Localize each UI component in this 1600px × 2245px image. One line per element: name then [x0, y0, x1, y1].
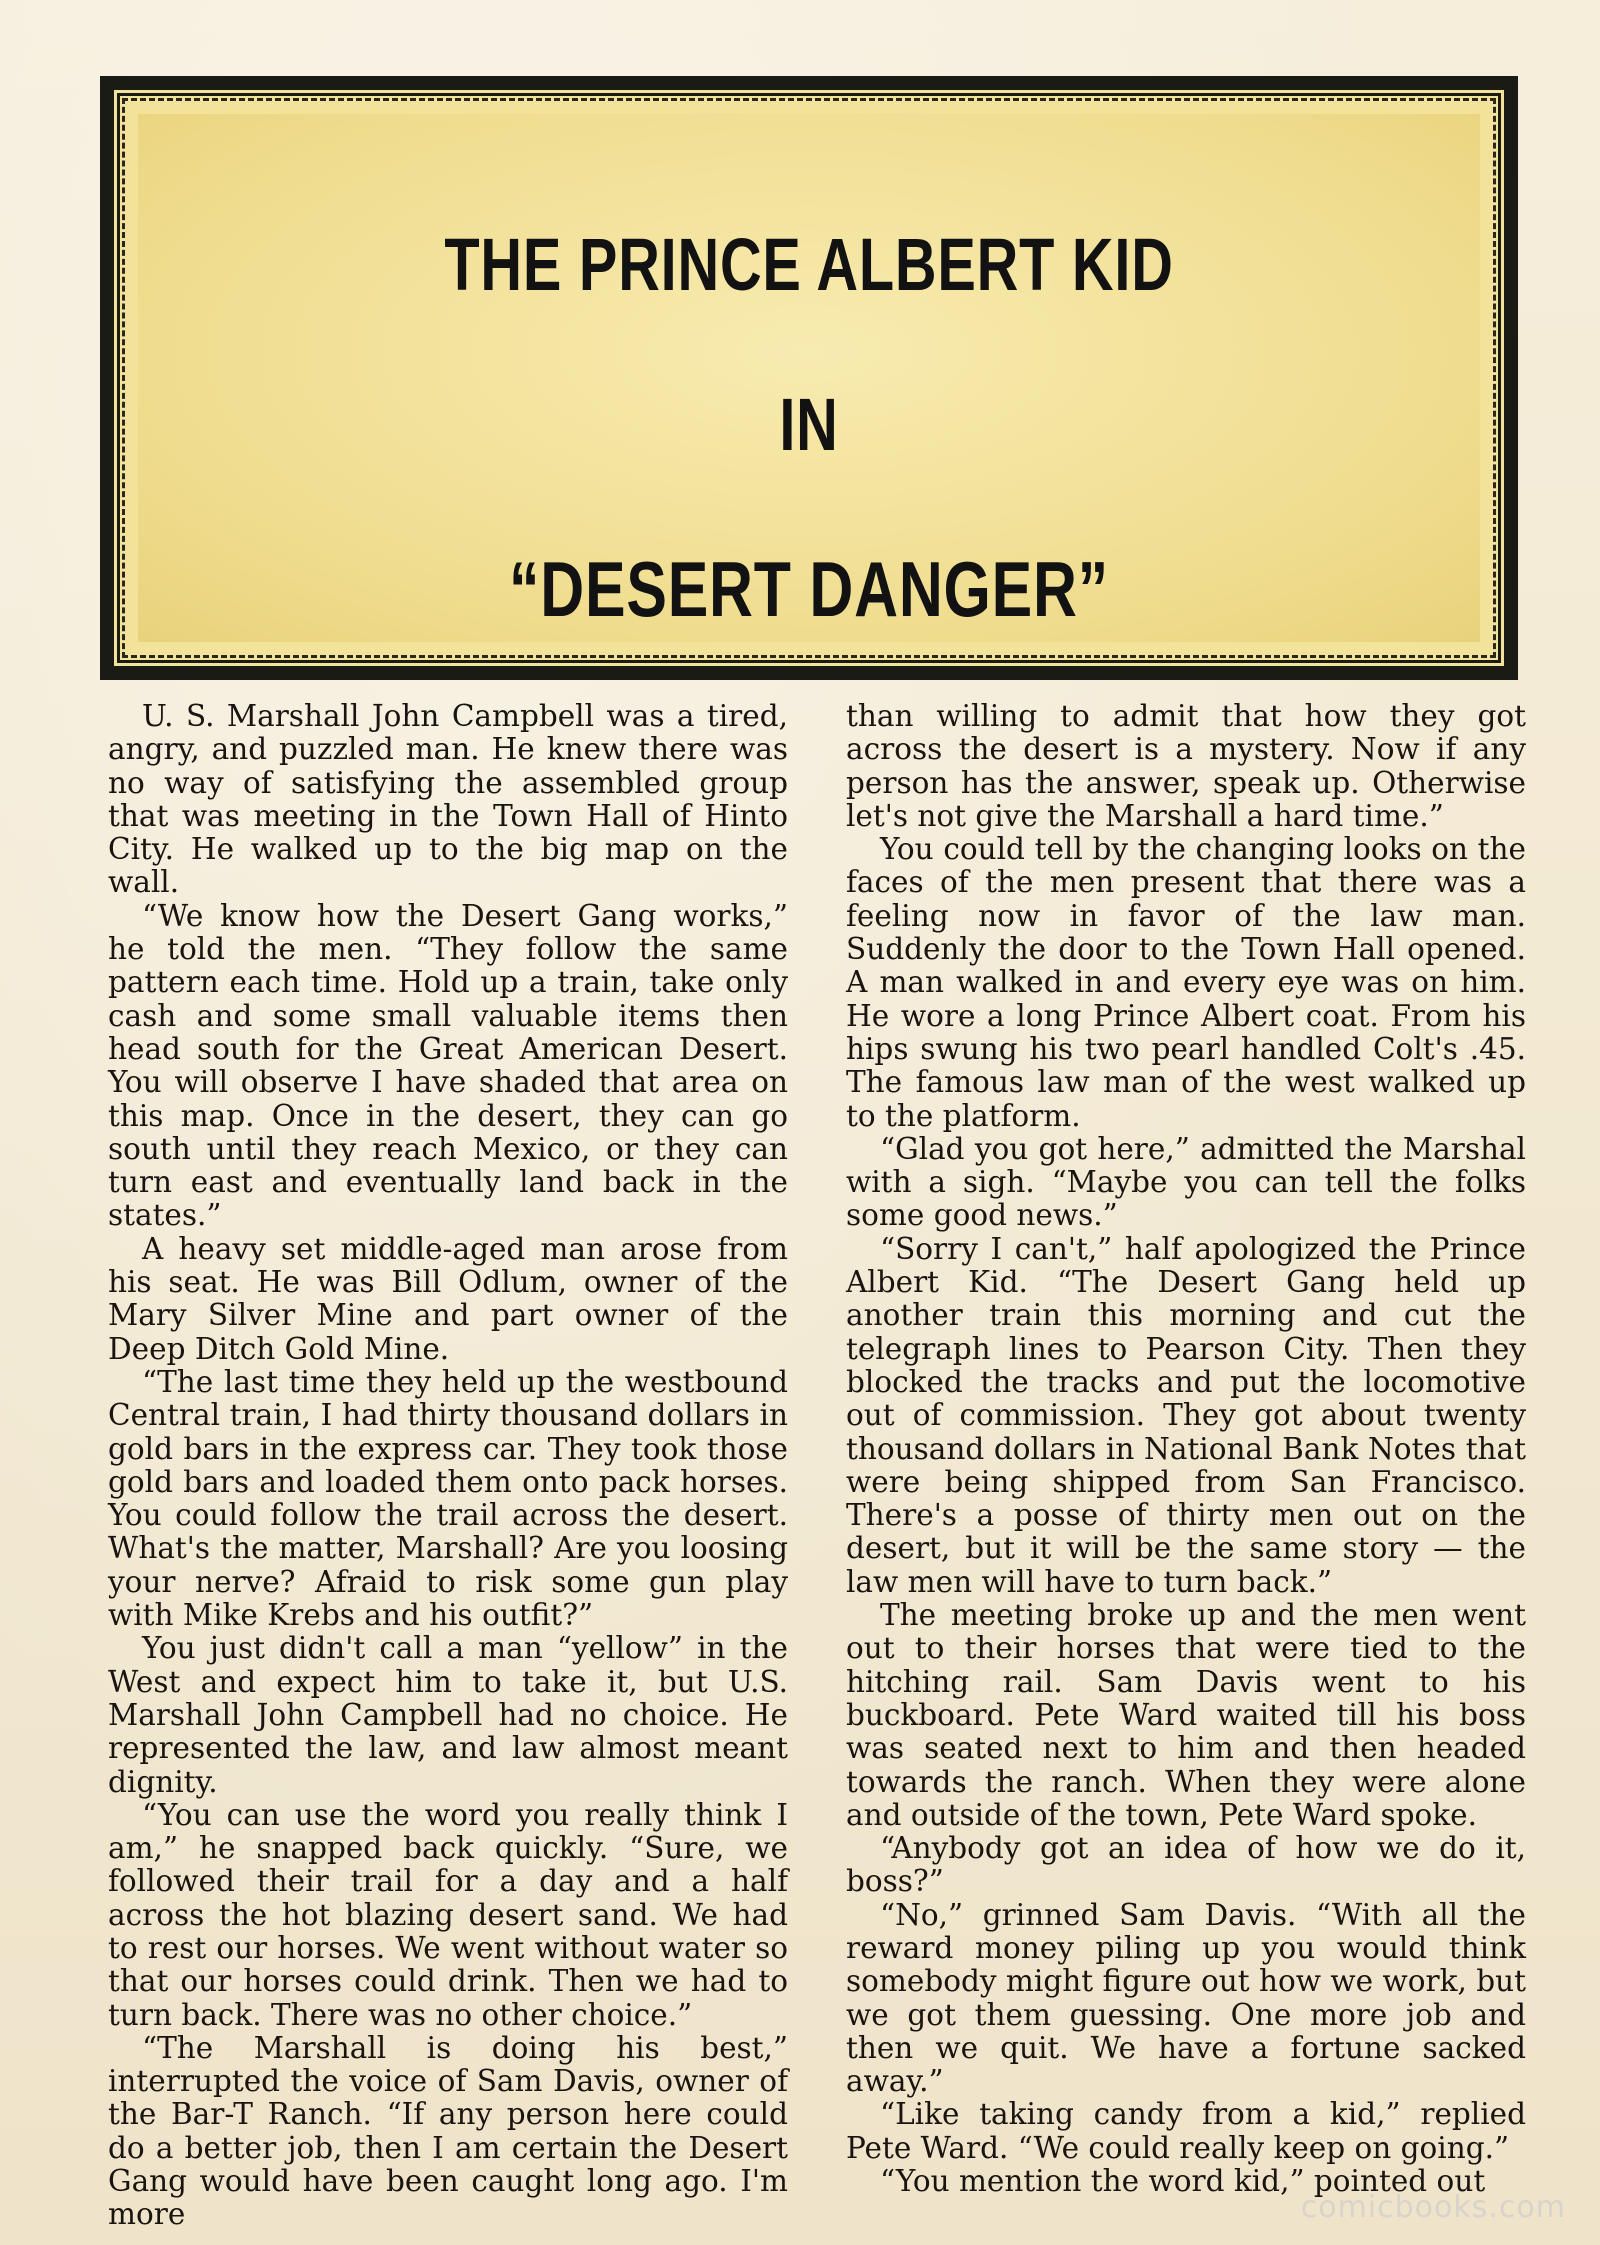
paragraph: “You can use the word you really think I am,” he snapped back quickly. “Sure, we followed their trail for a day and a half across the hot blazing desert sand. We had to rest our horses. We went without water so that our horses could drink. Then we had to turn back. There was no other choice.”	[108, 1797, 788, 2032]
paragraph: A heavy set middle-aged man arose from his seat. He was Bill Odlum, owner of the Mary Silver Mine and part owner of the Deep Ditch Gold Mine.	[108, 1231, 788, 1366]
paragraph: You just didn't call a man “yellow” in the West and expect him to take it, but U.S. Marshall John Campbell had no choice. He represented the law, and law almost meant dignity.	[108, 1631, 788, 1799]
paragraph: “We know how the Desert Gang works,” he told the men. “They follow the same pattern each time. Hold up a train, take only cash and some small valuable items then head south for the Great American Desert. You will observe I have shaded that area on this map. Once in the desert, they can go south until they reach Mexico, or they can turn east and eventually land back in the states.”	[108, 898, 788, 1233]
title-line-2: IN	[779, 383, 839, 466]
paragraph: “The last time they held up the westbound Central train, I had thirty thousand dollars in gold bars in the express car. They took those gold bars and loaded them onto pack horses. You could follow the trail across the desert. What's the matter, Marshall? Are you loosing your nerve? Afraid to risk some gun play with Mike Krebs and his outfit?”	[108, 1364, 788, 1633]
title-panel	[100, 76, 1518, 680]
paragraph: U. S. Marshall John Campbell was a tired, angry, and puzzled man. He knew there was no way of satisfying the assembled group that was meeting in the Town Hall of Hinto City. He walked up to the big map on the wall.	[108, 699, 788, 900]
paragraph: “No,” grinned Sam Davis. “With all the reward money piling up you would think somebody might figure out how we work, but we got them guessing. One more job and then we quit. We have a fortune sacked away.”	[846, 1897, 1526, 2099]
story-column-left	[108, 700, 788, 2232]
paragraph: “The Marshall is doing his best,” interrupted the voice of Sam Davis, owner of the Bar-T Ranch. “If any person here could do a better job, then I am certain the Desert Gang would have been caught long ago. I'm more	[108, 2030, 788, 2232]
paragraph: “Like taking candy from a kid,” replied Pete Ward. “We could really keep on going.”	[846, 2097, 1526, 2165]
paragraph: “You mention the word kid,” pointed out	[880, 2164, 1486, 2199]
paragraph: “Sorry I can't,” half apologized the Prince Albert Kid. “The Desert Gang held up another train this morning and cut the telegraph lines to Pearson City. Then they blocked the tracks and put the locomotive out of commission. They got about twenty thousand dollars in National Bank Notes that were being shipped from San Francisco. There's a posse of thirty men out on the desert, but it will be the same story — the law men will have to turn back.”	[846, 1231, 1526, 1599]
paragraph: “Glad you got here,” admitted the Marshal with a sigh. “Maybe you can tell the folks some good news.”	[846, 1131, 1526, 1233]
site-watermark: comicbooks.com	[1300, 2190, 1566, 2225]
title-line-3: “DESERT DANGER”	[509, 545, 1109, 633]
paragraph: You could tell by the changing looks on the faces of the men present that there was a feeling now in favor of the law man. Suddenly the door to the Town Hall opened. A man walked in and every eye was on him. He wore a long Prince Albert coat. From his hips swung his two pearl handled Colt's .45. The famous law man of the west walked up to the platform.	[846, 832, 1526, 1133]
paragraph: The meeting broke up and the men went out to their horses that were tied to the hitching rail. Sam Davis went to his buckboard. Pete Ward waited till his boss was seated next to him and then headed towards the ranch. When they were alone and outside of the town, Pete Ward spoke.	[846, 1598, 1526, 1832]
story-column-right	[846, 700, 1526, 2198]
paragraph: “Anybody got an idea of how we do it, boss?”	[846, 1831, 1526, 1899]
paragraph: than willing to admit that how they got across the desert is a mystery. Now if any person has the answer, speak up. Otherwise let's not give the Marshall a hard time.”	[846, 699, 1526, 833]
title-line-1: THE PRINCE ALBERT KID	[444, 223, 1174, 306]
title-panel-inner	[138, 114, 1480, 642]
